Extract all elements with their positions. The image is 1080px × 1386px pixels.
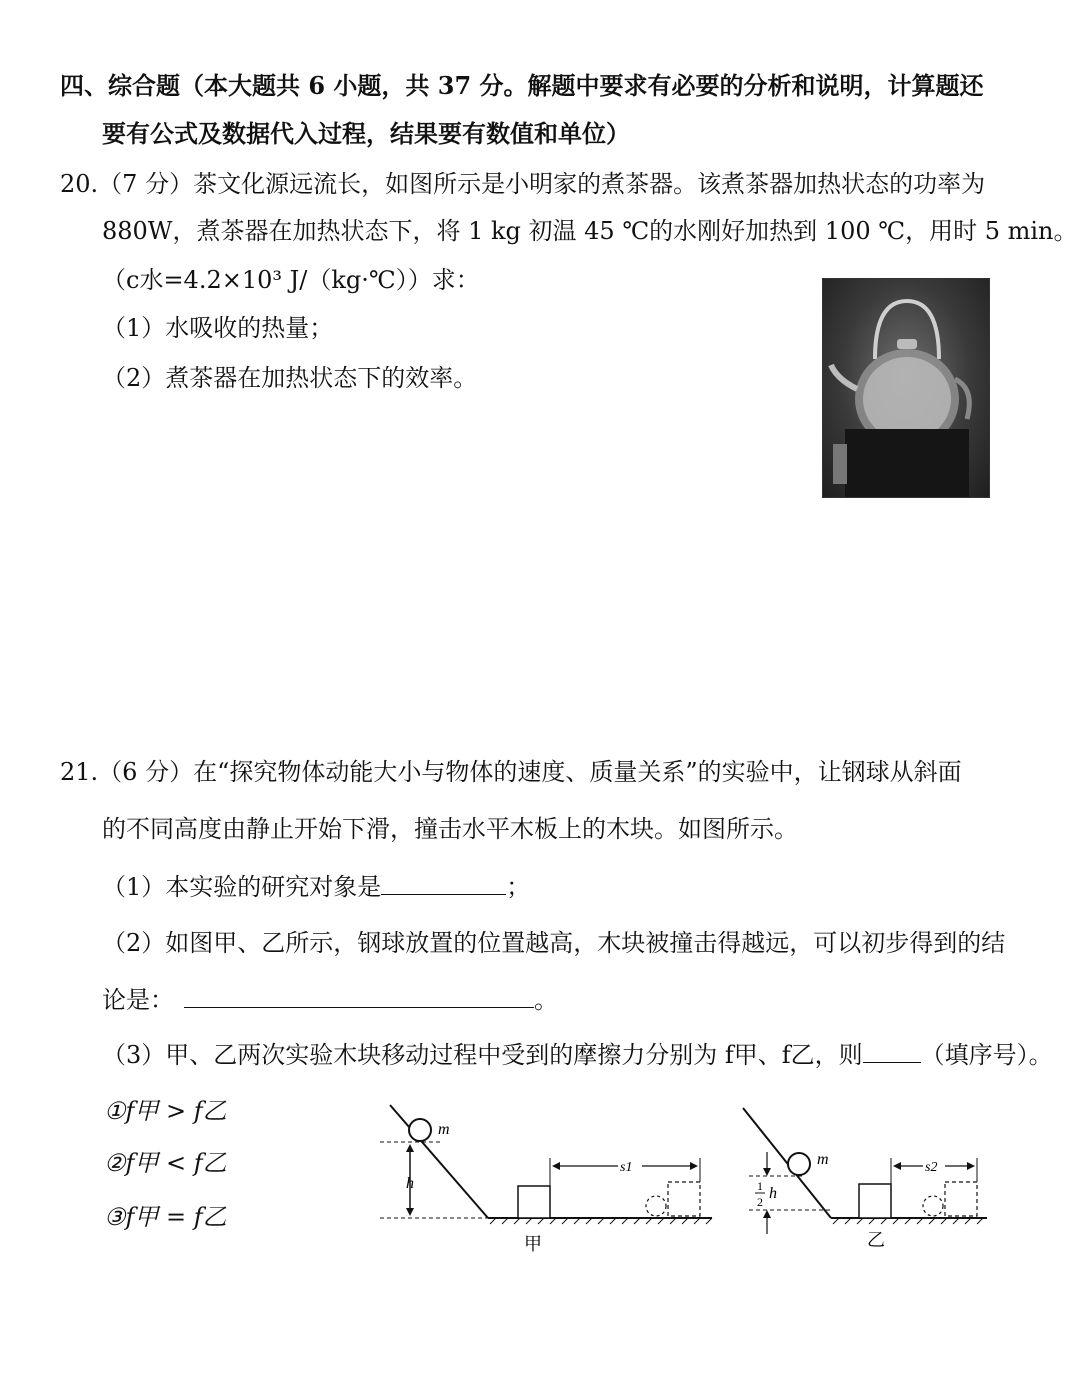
- q20-sub-2: （2）煮茶器在加热状态下的效率。: [102, 364, 478, 392]
- experiment-diagram-yi: [735, 1100, 1055, 1260]
- height-label-jia: h: [406, 1175, 414, 1192]
- q21-option-2: ②f甲 < f乙: [104, 1149, 227, 1177]
- experiment-diagram-jia: [380, 1100, 720, 1260]
- steel-ball-yi: [788, 1153, 810, 1175]
- tea-kettle-photo: [822, 278, 990, 498]
- q21-line-1: 21.（6 分）在“探究物体动能大小与物体的速度、质量关系”的实验中，让钢球从斜面: [60, 758, 962, 786]
- ball-label-jia: m: [438, 1121, 450, 1138]
- q21-sub-1: [102, 870, 530, 903]
- q21-sub-3-end: （填序号）。: [920, 1041, 1053, 1069]
- section-title-line-2: 要有公式及数据代入过程，结果要有数值和单位）: [102, 119, 630, 148]
- wood-block-yi: [859, 1184, 891, 1218]
- q21-option-1: ①f甲 > f乙: [104, 1097, 227, 1125]
- ball-final-yi: [923, 1196, 943, 1216]
- q21-sub-2-line-1: （2）如图甲、乙所示，钢球放置的位置越高，木块被撞击得越远，可以初步得到的结: [102, 929, 1006, 957]
- tea-kettle-icon: [823, 279, 989, 497]
- caption-yi: 乙: [867, 1230, 885, 1250]
- height-label-yi: h: [769, 1185, 777, 1202]
- fraction-numerator-yi: 1: [757, 1179, 763, 1193]
- q21-sub-3-prompt: （3）甲、乙两次实验木块移动过程中受到的摩擦力分别为 f甲、f乙，则: [102, 1041, 863, 1069]
- caption-jia: 甲: [524, 1234, 542, 1254]
- q21-sub-1-answer-blank[interactable]: [381, 870, 506, 895]
- q21-sub-1-end: ；: [506, 873, 531, 901]
- ball-label-yi: m: [817, 1151, 829, 1168]
- q21-sub-2-end: 。: [534, 986, 558, 1014]
- section-title-line-1: 四、综合题（本大题共 6 小题，共 37 分。解题中要求有必要的分析和说明，计算题还: [60, 71, 984, 100]
- q20-sub-1: （1）水吸收的热量；: [102, 314, 334, 342]
- wood-block-final-yi: [945, 1182, 977, 1216]
- q21-sub-2-line-2: [102, 983, 558, 1016]
- wood-block-jia: [518, 1186, 550, 1218]
- q21-option-3: ③f甲 = f乙: [104, 1203, 227, 1231]
- ball-final-jia: [646, 1196, 666, 1216]
- distance-label-jia: s1: [620, 1160, 633, 1175]
- q21-line-2: 的不同高度由静止开始下滑，撞击水平木板上的木块。如图所示。: [102, 815, 798, 843]
- q20-line-3: （c水=4.2×10³ J/（kg·℃））求：: [102, 266, 480, 294]
- q21-sub-1-prompt: （1）本实验的研究对象是: [102, 873, 382, 901]
- steel-ball-jia: [409, 1119, 431, 1141]
- distance-label-yi: s2: [925, 1160, 938, 1175]
- q20-line-1: 20.（7 分）茶文化源远流长，如图所示是小明家的煮茶器。该煮茶器加热状态的功率为: [60, 170, 986, 198]
- q21-sub-2-prompt: 论是：: [102, 986, 174, 1014]
- fraction-denominator-yi: 2: [757, 1195, 763, 1209]
- q21-sub-2-answer-blank[interactable]: [184, 983, 534, 1008]
- wood-block-final-jia: [668, 1182, 700, 1216]
- q21-sub-3: [102, 1038, 1053, 1071]
- q21-sub-3-answer-blank[interactable]: [863, 1038, 921, 1063]
- q20-line-2: 880W，煮茶器在加热状态下，将 1 kg 初温 45 ℃的水刚好加热到 100 ℃，用时 5 min。: [102, 217, 1078, 245]
